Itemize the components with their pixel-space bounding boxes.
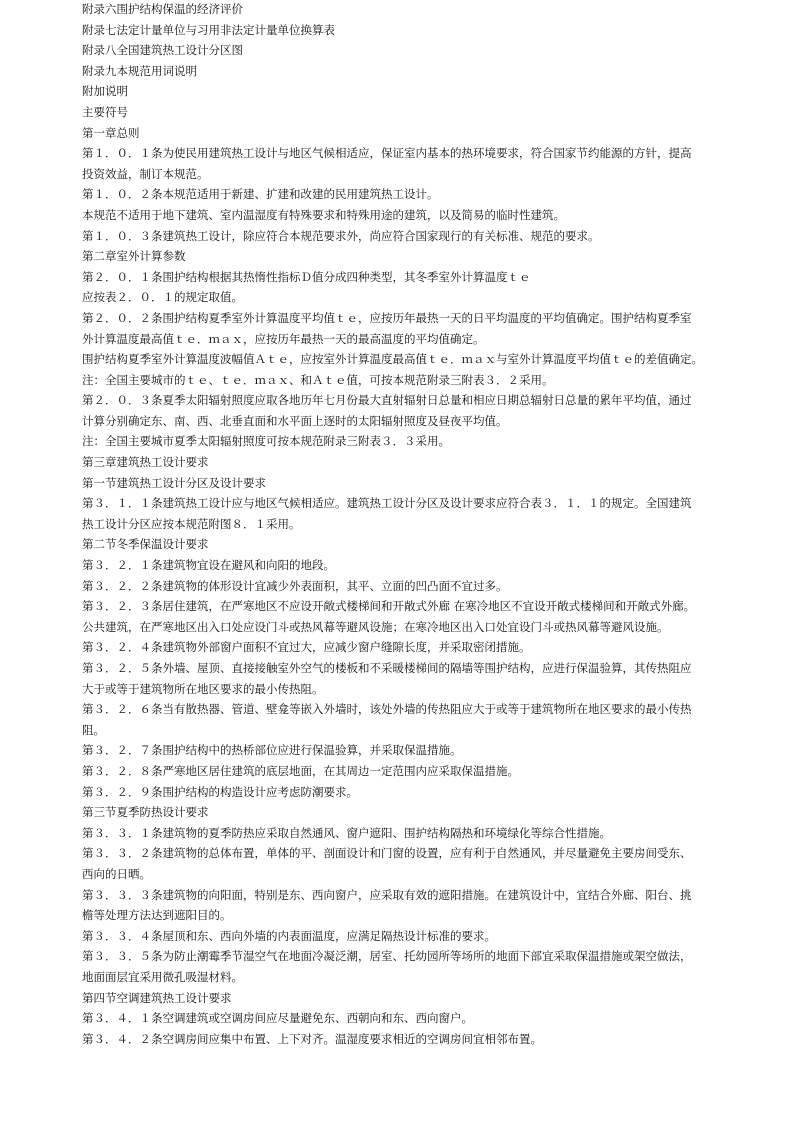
text-line: 第一节建筑热工设计分区及设计要求 <box>82 475 266 490</box>
text-line: 第二章室外计算参数 <box>82 249 186 264</box>
text-line: 阻。 <box>82 722 105 737</box>
text-line: 第３．４．１条空调建筑或空调房间应尽量避免东、西朝向和东、西向窗户。 <box>82 1011 473 1026</box>
text-line: 第２．０．３条夏季太阳辐射照度应取各地历年七月份最大直射辐射日总量和相应日期总辐射日总量的累年平均值，通过 <box>82 393 692 408</box>
text-line: 西向的日晒。 <box>82 866 151 881</box>
document-body <box>82 0 782 1049</box>
text-line: 第３．２．７条围护结构中的热桥部位应进行保温验算，并采取保温措施。 <box>82 743 462 758</box>
text-line: 外计算温度最高值ｔｅ．ｍａｘ，应按历年最热一天的最高温度的平均值确定。 <box>82 331 485 346</box>
text-line: 第３．２．２条建筑物的体形设计宜减少外表面积，其平、立面的凹凸面不宜过多。 <box>82 578 508 593</box>
text-line: 第３．３．２条建筑物的总体布置，单体的平、剖面设计和门窗的设置，应有利于自然通风，并尽量避免主要房间受东、 <box>82 846 692 861</box>
text-line: 第３．２．５条外墙、屋顶、直接接触室外空气的楼板和不采暖楼梯间的隔墙等围护结构，应进行保温验算，其传热阻应 <box>82 661 692 675</box>
text-line: 第３．２．４条建筑物外部窗户面积不宜过大，应减少窗户缝隙长度，并采取密闭措施。 <box>82 640 531 655</box>
text-line: 第３．３．３条建筑物的向阳面，特别是东、西向窗户，应采取有效的遮阳措施。在建筑设计中，宜结合外廊、阳台、挑 <box>82 887 692 902</box>
text-line: 地面面层宜采用微孔吸湿材料。 <box>82 969 243 984</box>
text-line: 注：全国主要城市夏季太阳辐射照度可按本规范附录三附表３．３采用。 <box>82 434 450 449</box>
text-line: 热工设计分区应按本规范附图８．１采用。 <box>82 516 301 531</box>
text-line: 第３．２．１条建筑物宜设在避风和向阳的地段。 <box>82 558 335 573</box>
text-line: 附录六围护结构保温的经济评价 <box>82 2 243 16</box>
text-line: 注：全国主要城市的ｔｅ、ｔｅ．ｍａｘ、和Ａｔｅ值，可按本规范附录三附表３．２采用。 <box>82 372 554 387</box>
text-line: 第３．２．８条严寒地区居住建筑的底层地面，在其周边一定范围内应采取保温措施。 <box>82 763 519 778</box>
text-line: 附录九本规范用词说明 <box>82 63 197 78</box>
text-line: 第三章建筑热工设计要求 <box>82 455 209 470</box>
text-line: 第３．２．６条当有散热器、管道、壁龛等嵌入外墙时，该处外墙的传热阻应大于或等于建筑物所在地区要求的最小传热 <box>82 702 692 717</box>
text-line: 第２．０．２条围护结构夏季室外计算温度平均值ｔｅ，应按历年最热一天的日平均温度的平均值确定。围护结构夏季室 <box>82 310 692 325</box>
text-line: 第一章总则 <box>82 125 140 140</box>
text-line: 第３．３．５条为防止潮霉季节湿空气在地面冷凝泛潮，居室、托幼园所等场所的地面下部宜采取保温措施或架空做法， <box>82 949 692 964</box>
text-line: 第二节冬季保温设计要求 <box>82 537 209 552</box>
text-line: 第１．０．３条建筑热工设计，除应符合本规范要求外，尚应符合国家现行的有关标准、规范的要求。 <box>82 228 600 243</box>
text-line: 第３．２．３条居住建筑，在严寒地区不应设开敞式楼梯间和开敞式外廊 在寒冷地区不宜设开敞式楼梯间和开敞式外廊。 <box>82 599 696 614</box>
text-line: 计算分别确定东、南、西、北垂直面和水平面上逐时的太阳辐射照度及昼夜平均值。 <box>82 413 508 428</box>
text-line: 投资效益，制订本规范。 <box>82 166 209 181</box>
text-line: 附录七法定计量单位与习用非法定计量单位换算表 <box>82 22 335 37</box>
text-line: 附加说明 <box>82 84 128 99</box>
text-line: 檐等处理方法达到遮阳目的。 <box>82 908 232 923</box>
text-line: 第三节夏季防热设计要求 <box>82 805 209 820</box>
text-line: 第３．２．９条围护结构的构造设计应考虑防潮要求。 <box>82 784 358 799</box>
text-line: 第３．３．４条屋顶和东、西向外墙的内表面温度，应满足隔热设计标准的要求。 <box>82 928 496 943</box>
text-line: 本规范不适用于地下建筑、室内温湿度有特殊要求和特殊用途的建筑，以及简易的临时性建筑。 <box>82 207 565 222</box>
text-line: 第３．３．１条建筑物的夏季防热应采取自然通风、窗户遮阳、围护结构隔热和环境绿化等综合性措施。 <box>82 825 611 840</box>
text-line: 应按表２．０．１的规定取值。 <box>82 290 243 305</box>
text-line: 第３．４．２条空调房间应集中布置、上下对齐。温湿度要求相近的空调房间宜相邻布置。 <box>82 1031 542 1046</box>
text-line: 主要符号 <box>82 104 128 119</box>
text-line: 大于或等于建筑物所在地区要求的最小传热阻。 <box>82 681 324 696</box>
text-line: 公共建筑，在严寒地区出入口处应设门斗或热风幕等避风设施；在寒冷地区出入口处宜设门斗或热风幕等避风设施。 <box>82 619 669 634</box>
text-line: 第１．０．２条本规范适用于新建、扩建和改建的民用建筑热工设计。 <box>82 187 439 202</box>
text-line: 第四节空调建筑热工设计要求 <box>82 990 232 1005</box>
text-line: 围护结构夏季室外计算温度波幅值Ａｔｅ，应按室外计算温度最高值ｔｅ．ｍａｘ与室外计算温度平均值ｔｅ的差值确定。 <box>82 352 703 367</box>
text-line: 附录八全国建筑热工设计分区图 <box>82 43 243 58</box>
text-line: 第３．１．１条建筑热工设计应与地区气候相适应。建筑热工设计分区及设计要求应符合表３．１．１的规定。全国建筑 <box>82 496 692 511</box>
text-line: 第１．０．１条为使民用建筑热工设计与地区气候相适应，保证室内基本的热环境要求，符合国家节约能源的方针，提高 <box>82 146 692 161</box>
text-line: 第２．０．１条围护结构根据其热惰性指标Ｄ值分成四种类型，其冬季室外计算温度ｔｅ <box>82 269 531 284</box>
